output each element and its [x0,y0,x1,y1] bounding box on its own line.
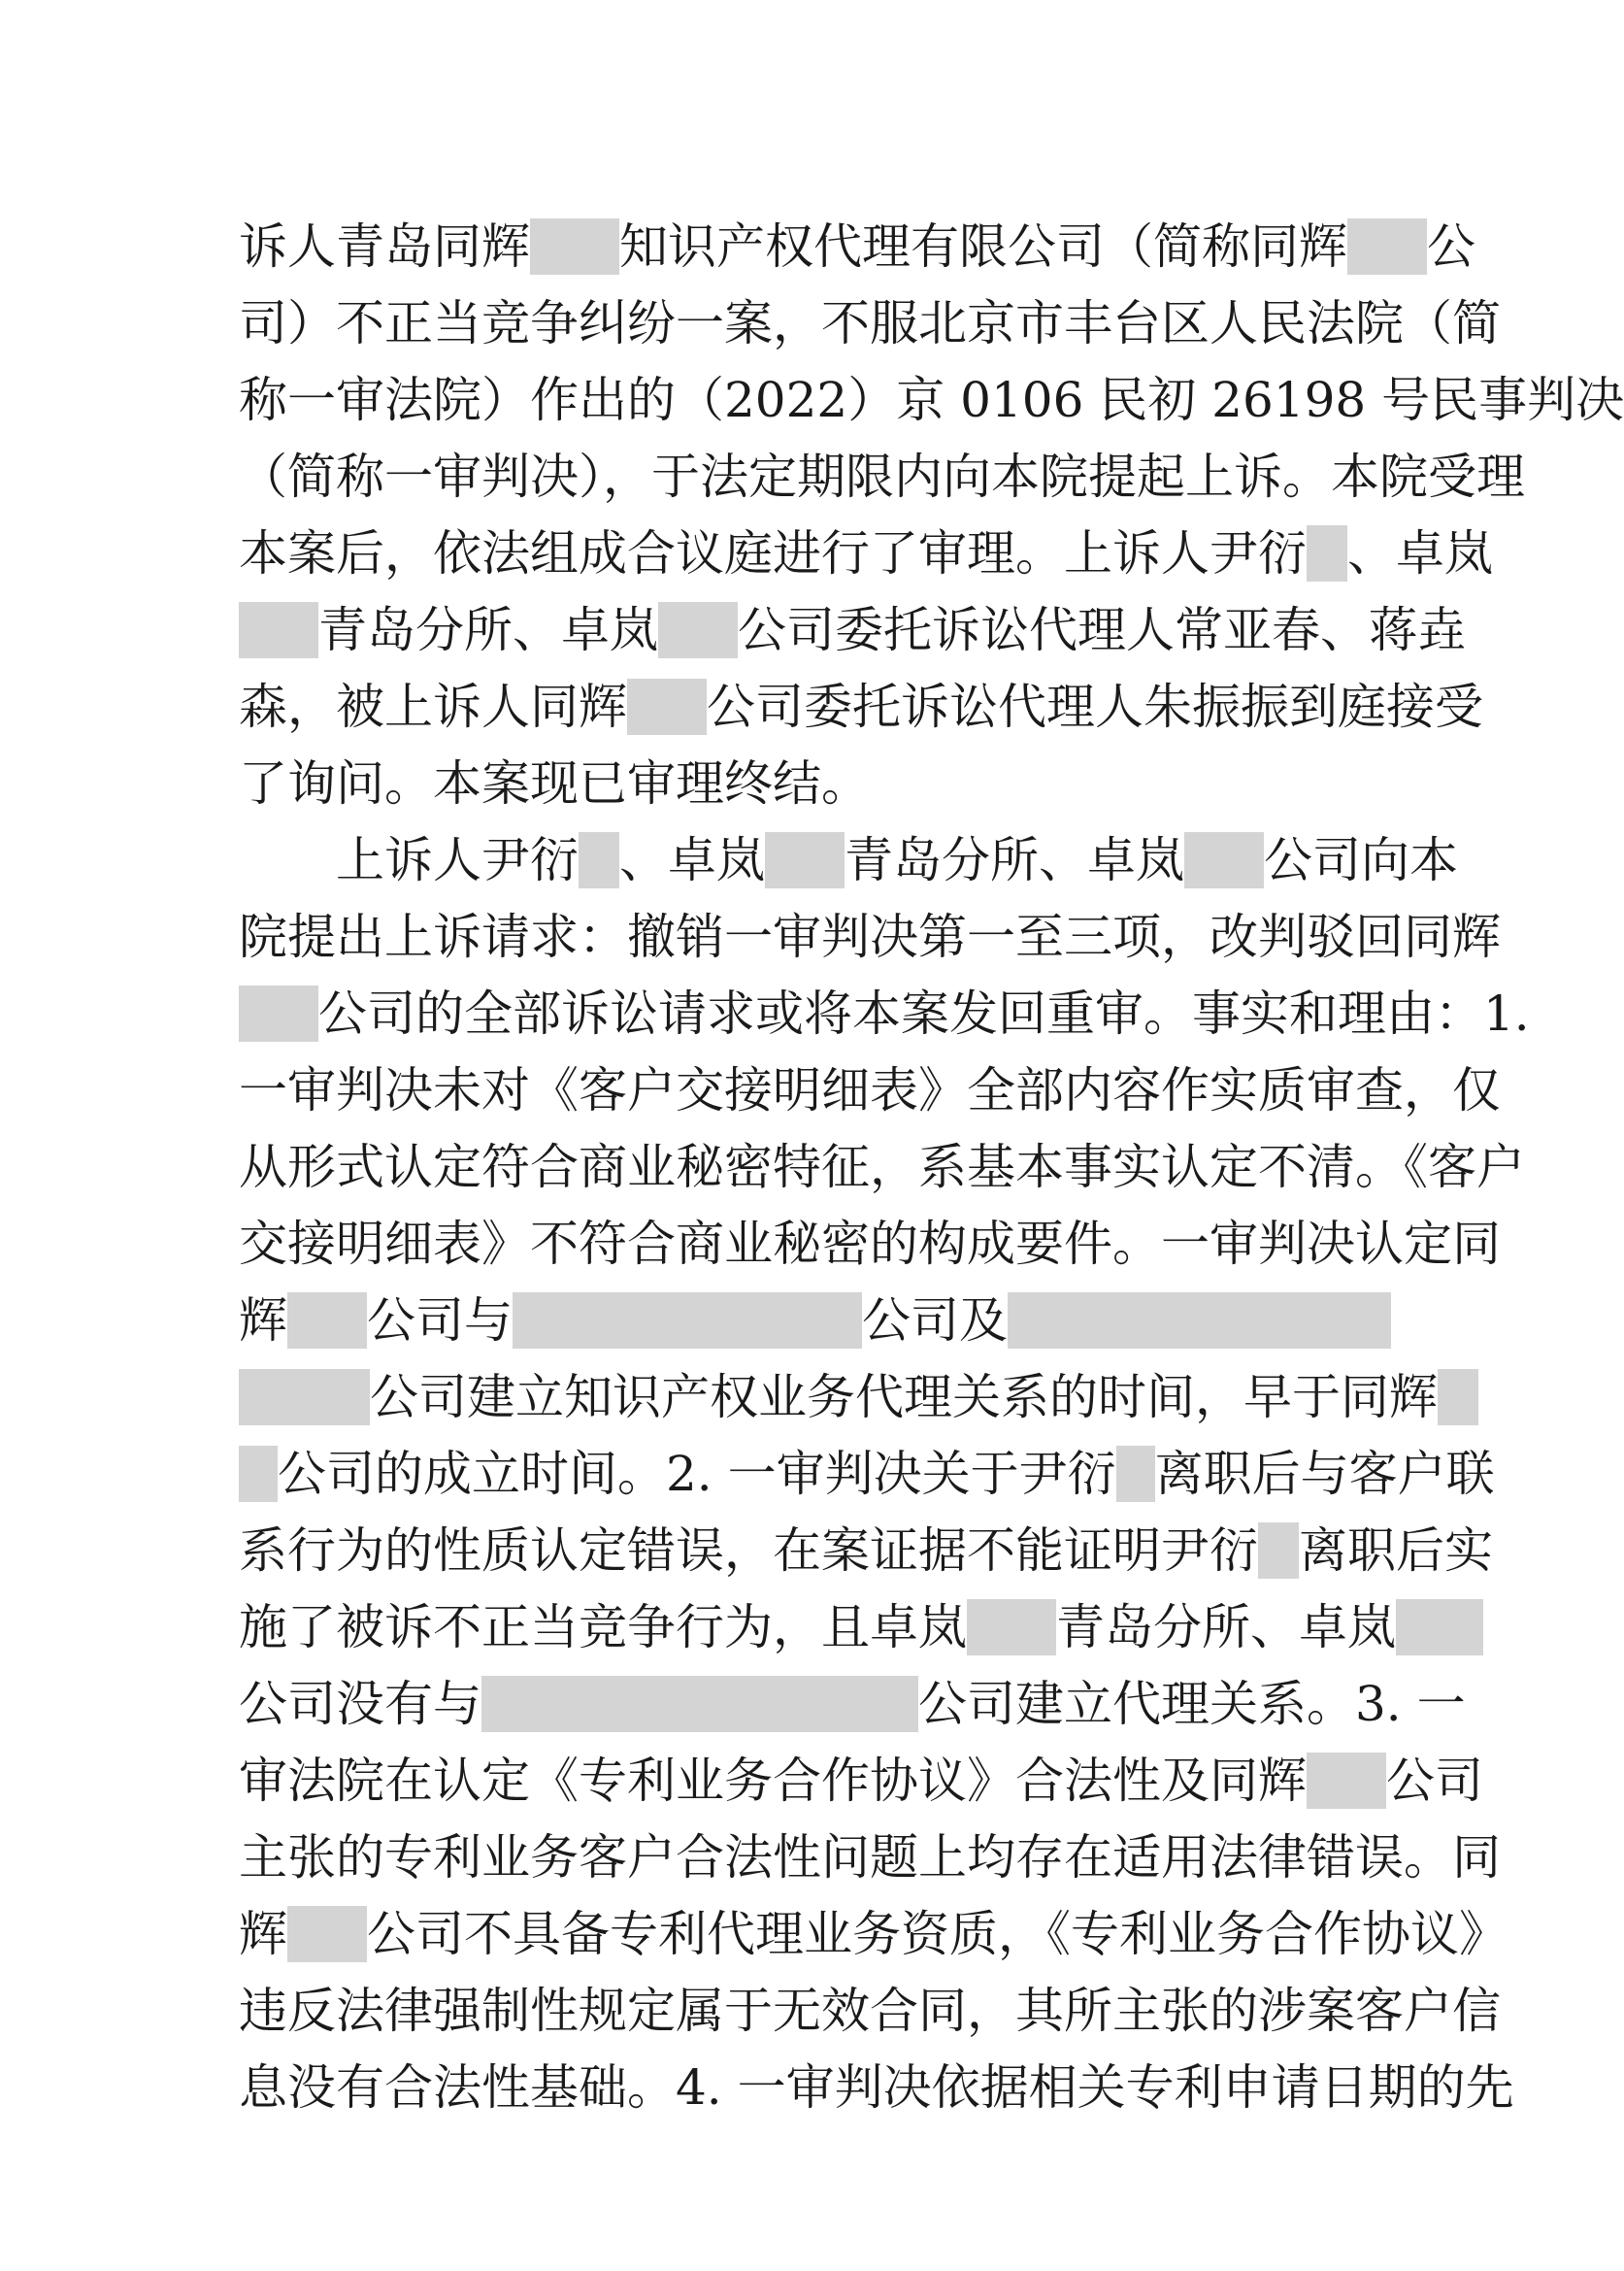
redaction-box [1184,832,1264,888]
text-segment: 交接明细表》不符合商业秘密的构成要件。一审判决认定同 [239,1216,1501,1272]
text-segment: 知识产权代理有限公司（简称同辉 [619,218,1347,275]
text-line [239,1513,1493,1589]
redaction-box [239,1369,370,1425]
redaction-box [967,1599,1056,1655]
text-segment: 、卓岚 [1347,525,1493,582]
redaction-box [239,602,318,658]
text-line [239,822,1458,899]
redaction-box [1347,218,1427,275]
redaction-box [579,832,619,888]
text-line [239,592,1466,669]
text-segment: 青岛分所、卓岚 [845,832,1184,888]
text-segment: 青岛分所、卓岚 [318,602,658,658]
redaction-box [1008,1292,1391,1349]
text-line [239,1129,1525,1206]
redaction-box [481,1676,918,1732]
redaction-box [658,602,738,658]
redaction-box [530,218,619,275]
redaction-box [1307,525,1347,582]
text-segment: 系行为的性质认定错误，在案证据不能证明尹衍 [239,1522,1258,1579]
text-segment: 称一审法院）作出的（2022）京 0106 民初 26198 号民事判决 [239,372,1624,428]
text-segment: 从形式认定符合商业秘密特征，系基本事实认定不清。《客户 [239,1139,1525,1195]
text-line [239,285,1501,362]
text-segment: 离职后实 [1299,1522,1493,1579]
text-segment: 公司没有与 [239,1676,481,1732]
text-line [239,1666,1466,1743]
text-segment: 审法院在认定《专利业务合作协议》合法性及同辉 [239,1753,1307,1809]
text-line [239,439,1525,516]
text-segment: 公司向本 [1264,832,1458,888]
text-line [239,1896,1508,1973]
redaction-box [1116,1446,1155,1502]
text-segment: 上诉人尹衍 [336,832,579,888]
text-segment: 公司建立知识产权业务代理关系的时间，早于同辉 [370,1369,1438,1425]
text-segment: 公司与 [367,1292,513,1349]
text-line [239,1589,1396,1666]
text-line [239,362,1624,439]
redaction-box [627,679,707,735]
redaction-box [1438,1369,1478,1425]
text-line [239,209,1475,285]
text-segment: 本案后，依法组成合议庭进行了审理。上诉人尹衍 [239,525,1307,582]
text-segment: 、卓岚 [619,832,765,888]
text-segment: 了询问。本案现已审理终结。 [239,755,870,812]
text-segment: 司）不正当竞争纠纷一案，不服北京市丰台区人民法院（简 [239,295,1501,351]
redaction-box [1307,1753,1386,1809]
text-segment: 辉 [239,1906,287,1962]
text-segment: 青岛分所、卓岚 [1056,1599,1396,1655]
text-line [239,1206,1501,1283]
text-segment: 息没有合法性基础。4. 一审判决依据相关专利申请日期的先 [239,2059,1514,2116]
text-line [239,1359,1438,1436]
text-segment: 违反法律强制性规定属于无效合同，其所主张的涉案客户信 [239,1983,1501,2039]
text-segment: 公 [1427,218,1475,275]
text-segment: 离职后与客户联 [1154,1446,1495,1502]
redaction-box [513,1292,862,1349]
text-line [239,1973,1501,2050]
redaction-box [287,1906,367,1962]
text-segment: 一审判决未对《客户交接明细表》全部内容作实质审查，仅 [239,1062,1501,1119]
text-line [239,516,1493,592]
text-line [239,1283,1375,1359]
redaction-box [287,1292,367,1349]
text-segment: 公司委托诉讼代理人常亚春、蒋垚 [738,602,1466,658]
text-segment: 公司不具备专利代理业务资质，《专利业务合作协议》 [367,1906,1508,1962]
text-segment: 公司委托诉讼代理人朱振振到庭接受 [707,679,1483,735]
text-segment: 公司 [1386,1753,1483,1809]
text-segment: 森，被上诉人同辉 [239,679,627,735]
redaction-box [1396,1599,1483,1655]
text-segment: 辉 [239,1292,287,1349]
text-segment: （简称一审判决），于法定期限内向本院提起上诉。本院受理 [239,449,1525,505]
text-line [239,1743,1483,1820]
redaction-box [1258,1522,1299,1579]
text-line [239,1820,1501,1896]
text-segment: 院提出上诉请求：撤销一审判决第一至三项，改判驳回同辉 [239,909,1501,965]
text-segment: 主张的专利业务客户合法性问题上均存在适用法律错误。同 [239,1829,1501,1886]
text-segment: 诉人青岛同辉 [239,218,530,275]
text-line [239,1436,1495,1513]
text-line [239,669,1483,746]
redaction-box [239,985,318,1042]
judgment-body-text [239,209,1624,2126]
redaction-box [239,1446,278,1502]
text-line [239,1052,1501,1129]
text-line [239,2050,1514,2126]
text-segment: 公司的全部诉讼请求或将本案发回重审。事实和理由：1. [318,985,1530,1042]
text-segment: 公司的成立时间。2. 一审判决关于尹衍 [278,1446,1116,1502]
text-segment: 公司及 [862,1292,1008,1349]
text-line [239,976,1530,1052]
text-line [239,899,1501,976]
text-line [239,746,1375,822]
text-segment: 施了被诉不正当竞争行为，且卓岚 [239,1599,967,1655]
redaction-box [765,832,845,888]
text-segment: 公司建立代理关系。3. 一 [918,1676,1466,1732]
